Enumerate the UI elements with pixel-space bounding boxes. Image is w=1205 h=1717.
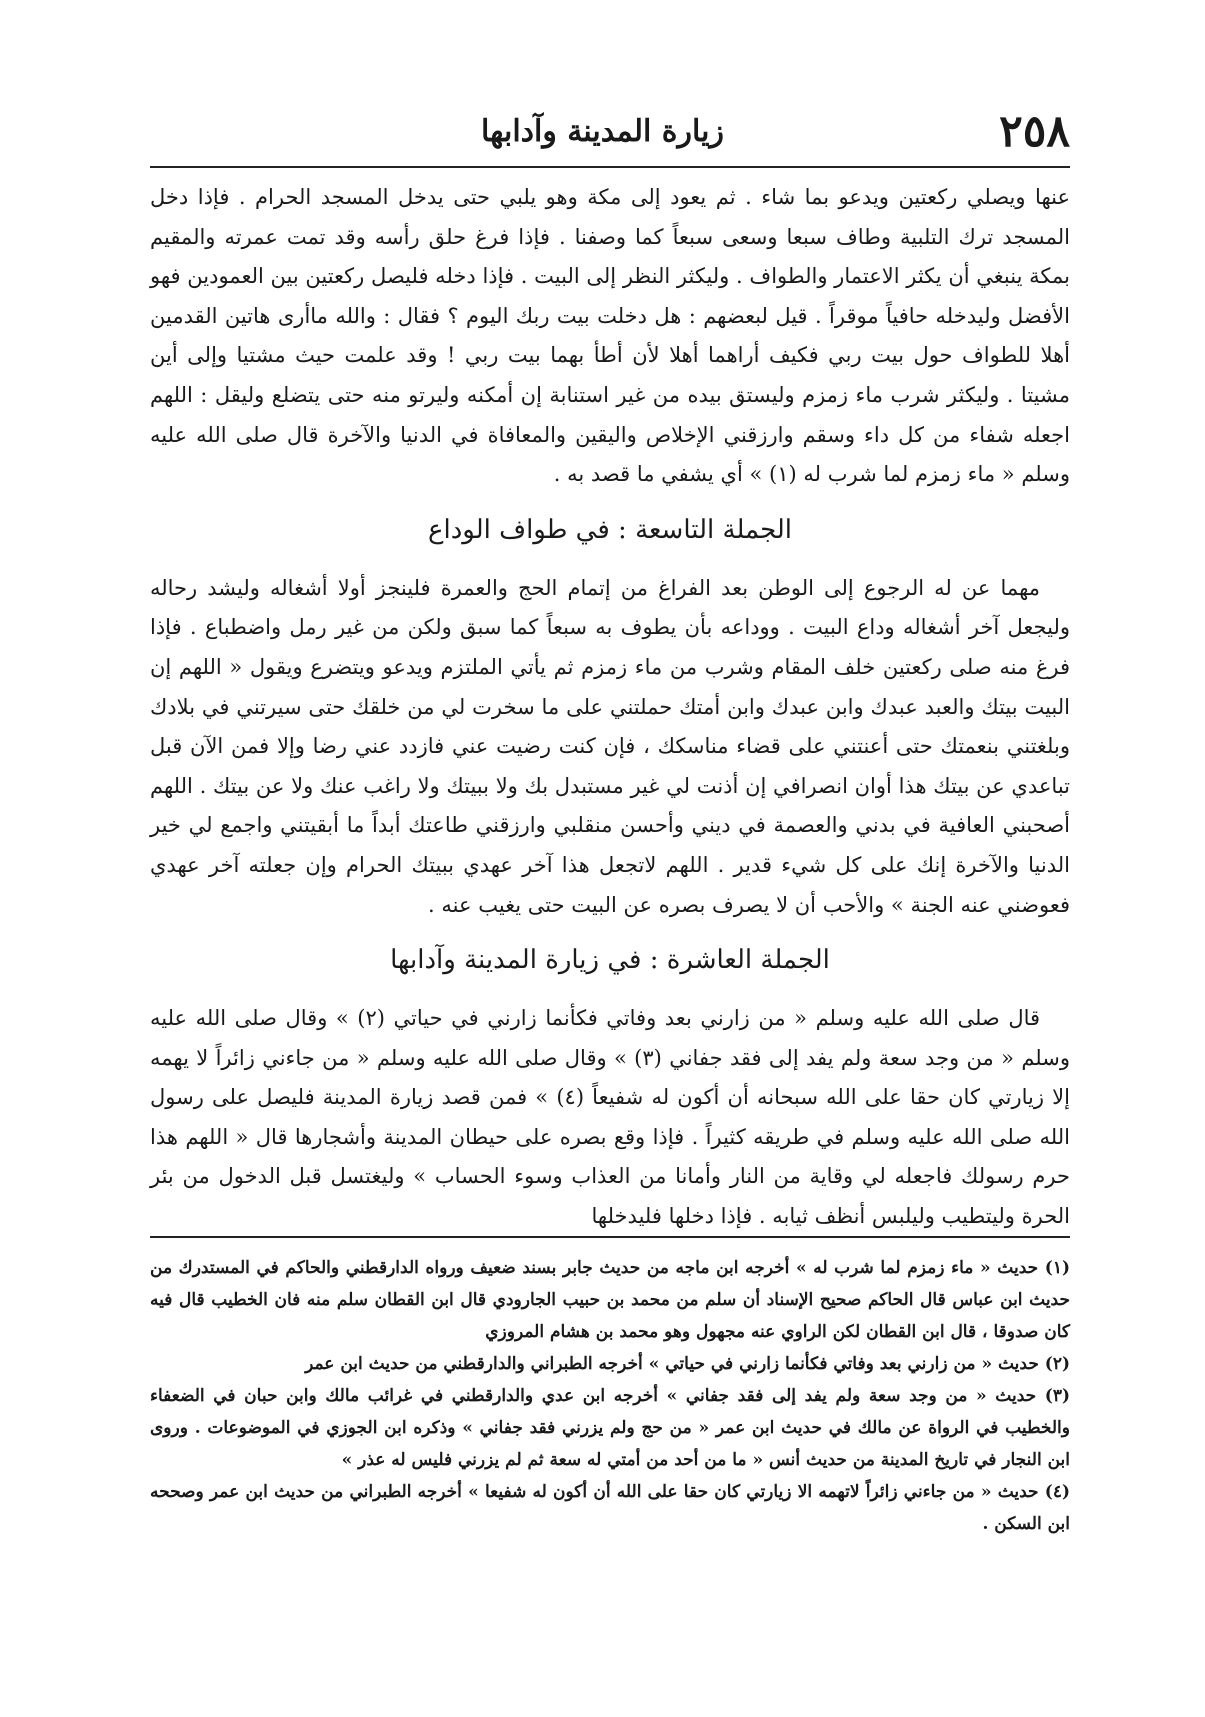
section-heading-madinah-visit: الجملة العاشرة : في زيارة المدينة وآدابها [390, 945, 830, 976]
paragraph-farewell-tawaf: مهما عن له الرجوع إلى الوطن بعد الفراغ من إتمام الحج والعمرة فلينجز أولا أشغاله وليشد رحاله وليجعل آخر أشغاله وداع البيت . ووداعه بأن يطوف به سبعاً كما سبق ولكن من غير رمل واضطباع . فإذا فرغ منه صلى ركعتين خلف المقام وشرب من ماء زمزم ثم يأتي الملتزم ويدعو ويتضرع ويقول « اللهم إن البيت بيتك والعبد عبدك وابن عبدك وابن أمتك حملتني على ما سخرت لي من خلقك حتى سيرتني في بلادك وبلغتني بنعمتك حتى أعنتني على قضاء مناسكك ، فإن كنت رضيت عني فازدد عني رضا وإلا فمن الآن قبل تباعدي عن بيتك هذا أوان انصرافي إن أذنت لي غير مستبدل بك ولا ببيتك ولا راغب عنك ولا عن بيتك . اللهم أصحبني العافية في بدني والعصمة في ديني وأحسن منقلبي وارزقني طاعتك أبداً ما أبقيتني واجمع لي خير الدنيا والآخرة إنك على كل شيء قدير . اللهم لاتجعل هذا آخر عهدي ببيتك الحرام وإن جعلته آخر عهدي فعوضني عنه الجنة » والأحب أن لا يصرف بصره عن البيت حتى يغيب عنه . [150, 575, 1070, 917]
section-heading-farewell-tawaf: الجملة التاسعة : في طواف الوداع [427, 514, 793, 545]
running-title: زيارة المدينة وآدابها [481, 114, 724, 149]
footnote-1: (١) حديث « ماء زمزم لما شرب له » أخرجه ابن ماجه من حديث جابر بسند ضعيف ورواه الدارقطني والحاكم في المستدرك من حديث ابن عباس قال الحاكم صحيح الإسناد أن سلم من محمد بن حبيب الجارودي قال ابن القطان سلم منه فان الخطيب قال فيه كان صدوقا ، قال ابن القطان لكن الراوي عنه مجهول وهو محمد بن هشام المروزي [150, 1258, 1070, 1342]
paragraph-madinah-visit: قال صلى الله عليه وسلم « من زارني بعد وفاتي فكأنما زارني في حياتي (٢) » وقال صلى الله عليه وسلم « من وجد سعة ولم يفد إلى فقد جفاني (٣) » وقال صلى الله عليه وسلم « من جاءني زائراً لا يهمه إلا زيارتي كان حقا على الله سبحانه أن أكون له شفيعاً (٤) » فمن قصد زيارة المدينة فليصل على رسول الله صلى الله عليه وسلم في طريقه كثيراً . فإذا وقع بصره على حيطان المدينة وأشجارها قال « اللهم هذا حرم رسولك فاجعله لي وقاية من النار وأمانا من العذاب وسوء الحساب » وليغتسل قبل الدخول من بئر الحرة وليتطيب وليلبس أنظف ثيابه . فإذا دخلها فليدخلها [150, 1006, 1070, 1229]
footnote-rule [150, 1236, 1070, 1238]
header-rule [150, 166, 1070, 168]
main-text [150, 178, 1070, 1237]
footnote-2: (٢) حديث « من زارني بعد وفاتي فكأنما زارني في حياتي » أخرجه الطبراني والدارقطني من حديث ابن عمر [305, 1354, 1070, 1374]
footnote-4: (٤) حديث « من جاءني زائراً لاتهمه الا زيارتي كان حقا على الله أن أكون له شفيعا » أخرجه الطبراني من حديث ابن عمر وصححه ابن السكن . [150, 1482, 1070, 1534]
footnotes [150, 1252, 1070, 1540]
page-number: ٢٥٨ [999, 106, 1070, 157]
paragraph-umrah: عنها ويصلي ركعتين ويدعو بما شاء . ثم يعود إلى مكة وهو يلبي حتى يدخل المسجد الحرام . فإذا دخل المسجد ترك التلبية وطاف سبعا وسعى سبعاً كما وصفنا . فإذا فرغ حلق رأسه وقد تمت عمرته والمقيم بمكة ينبغي أن يكثر الاعتمار والطواف . وليكثر النظر إلى البيت . فإذا دخله فليصل ركعتين بين العمودين فهو الأفضل وليدخله حافياً موقراً . قيل لبعضهم : هل دخلت بيت ربك اليوم ؟ فقال : والله ماأرى هاتين القدمين أهلا للطواف حول بيت ربي فكيف أراهما أهلا لأن أطأ بهما بيت ربي ! وقد علمت حيث مشتيا وإلى أين مشيتا . وليكثر شرب ماء زمزم وليستق بيده من غير استنابة إن أمكنه وليرتو منه حتى يتضلع وليقل : اللهم اجعله شفاء من كل داء وسقم وارزقني الإخلاص واليقين والمعافاة في الدنيا والآخرة قال صلى الله عليه وسلم « ماء زمزم لما شرب له (١) » أي يشفي ما قصد به . [150, 185, 1070, 487]
footnote-3: (٣) حديث « من وجد سعة ولم يفد إلى فقد جفاني » أخرجه ابن عدي والدارقطني في غرائب مالك وابن حبان في الضعفاء والخطيب في الرواة عن مالك في حديث ابن عمر « من حج ولم يزرني فقد جفاني » وذكره ابن الجوزي في الموضوعات . وروى ابن النجار في تاريخ المدينة من حديث أنس « ما من أحد من أمتي له سعة ثم لم يزرني فليس له عذر » [150, 1386, 1070, 1470]
page-header [135, 100, 1070, 164]
